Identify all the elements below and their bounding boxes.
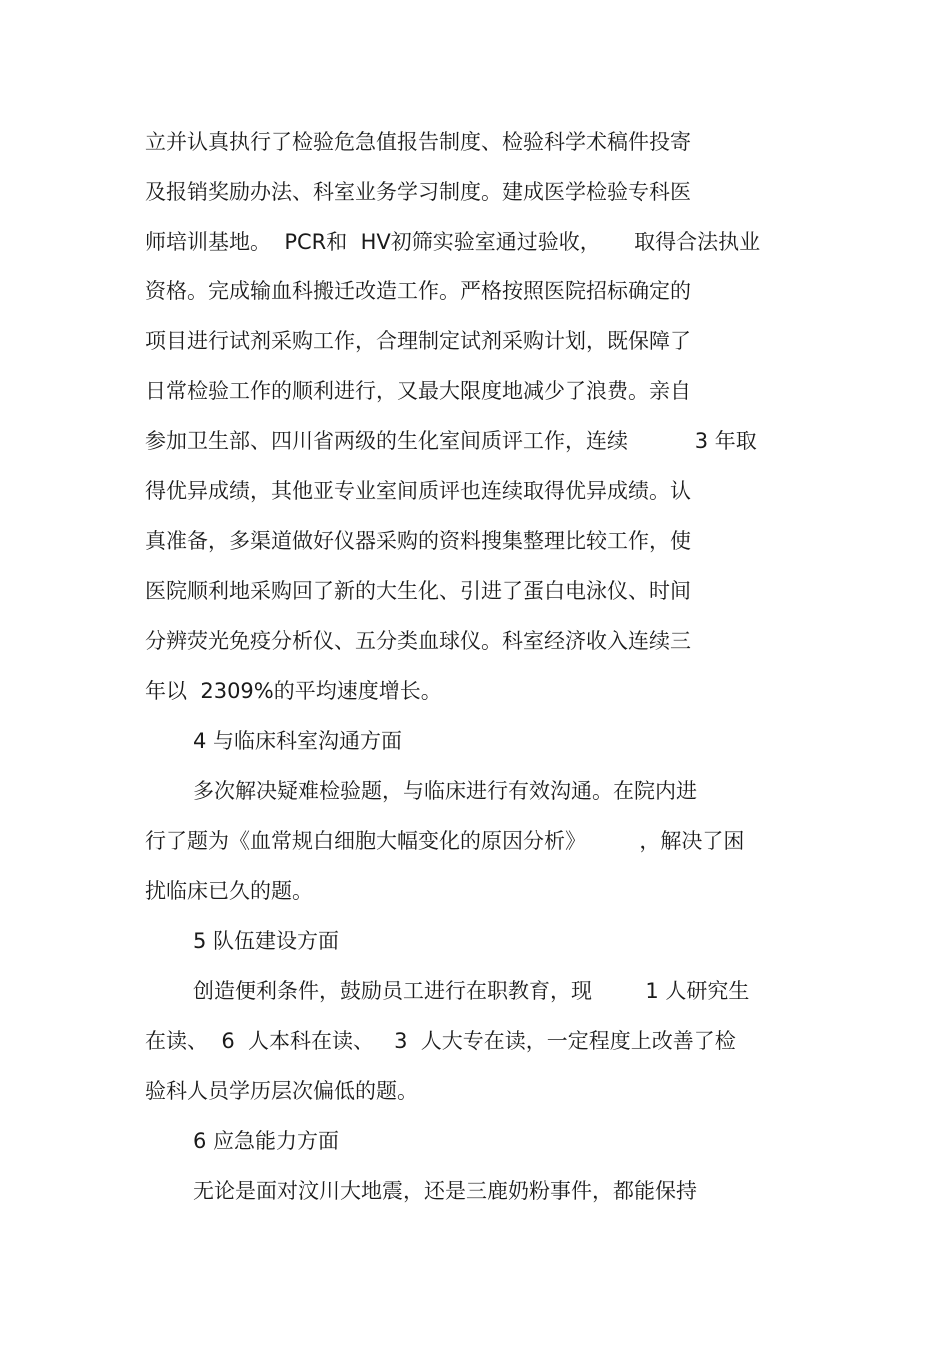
text-line: 日常检验工作的顺利进行，又最大限度地减少了浪费。亲自 <box>145 379 691 403</box>
text-line: 创造便利条件，鼓励员工进行在职教育，现 1 人研究生 <box>193 979 750 1003</box>
text-line: 资格。完成输血科搬迁改造工作。严格按照医院招标确定的 <box>145 279 691 303</box>
text-line: 多次解决疑难检验题，与临床进行有效沟通。在院内进 <box>193 779 697 803</box>
text-line: 项目进行试剂采购工作，合理制定试剂采购计划，既保障了 <box>145 329 691 353</box>
text-line: 参加卫生部、四川省两级的生化室间质评工作，连续 3 年取 <box>145 429 757 453</box>
section-heading: 6 应急能力方面 <box>193 1129 340 1153</box>
text-line: 在读、 6 人本科在读、 3 人大专在读，一定程度上改善了检 <box>145 1029 736 1053</box>
text-line: 得优异成绩，其他亚专业室间质评也连续取得优异成绩。认 <box>145 479 691 503</box>
text-line: 分辨荧光免疫分析仪、五分类血球仪。科室经济收入连续三 <box>145 629 691 653</box>
text-line: 无论是面对汶川大地震，还是三鹿奶粉事件，都能保持 <box>193 1179 697 1203</box>
text-line: 真准备，多渠道做好仪器采购的资料搜集整理比较工作，使 <box>145 529 691 553</box>
text-line: 师培训基地。 PCR和 HV初筛实验室通过验收， 取得合法执业 <box>145 230 761 254</box>
text-line: 及报销奖励办法、科室业务学习制度。建成医学检验专科医 <box>145 180 691 204</box>
text-line: 验科人员学历层次偏低的题。 <box>145 1079 418 1103</box>
section-heading: 5 队伍建设方面 <box>193 929 340 953</box>
text-line: 行了题为《血常规白细胞大幅变化的原因分析》 ，解决了困 <box>145 829 745 853</box>
text-line: 扰临床已久的题。 <box>145 879 313 903</box>
text-line: 立并认真执行了检验危急值报告制度、检验科学术稿件投寄 <box>145 130 691 154</box>
text-line: 医院顺利地采购回了新的大生化、引进了蛋白电泳仪、时间 <box>145 579 691 603</box>
text-line: 年以 2309%的平均速度增长。 <box>145 679 442 703</box>
section-heading: 4 与临床科室沟通方面 <box>193 729 403 753</box>
